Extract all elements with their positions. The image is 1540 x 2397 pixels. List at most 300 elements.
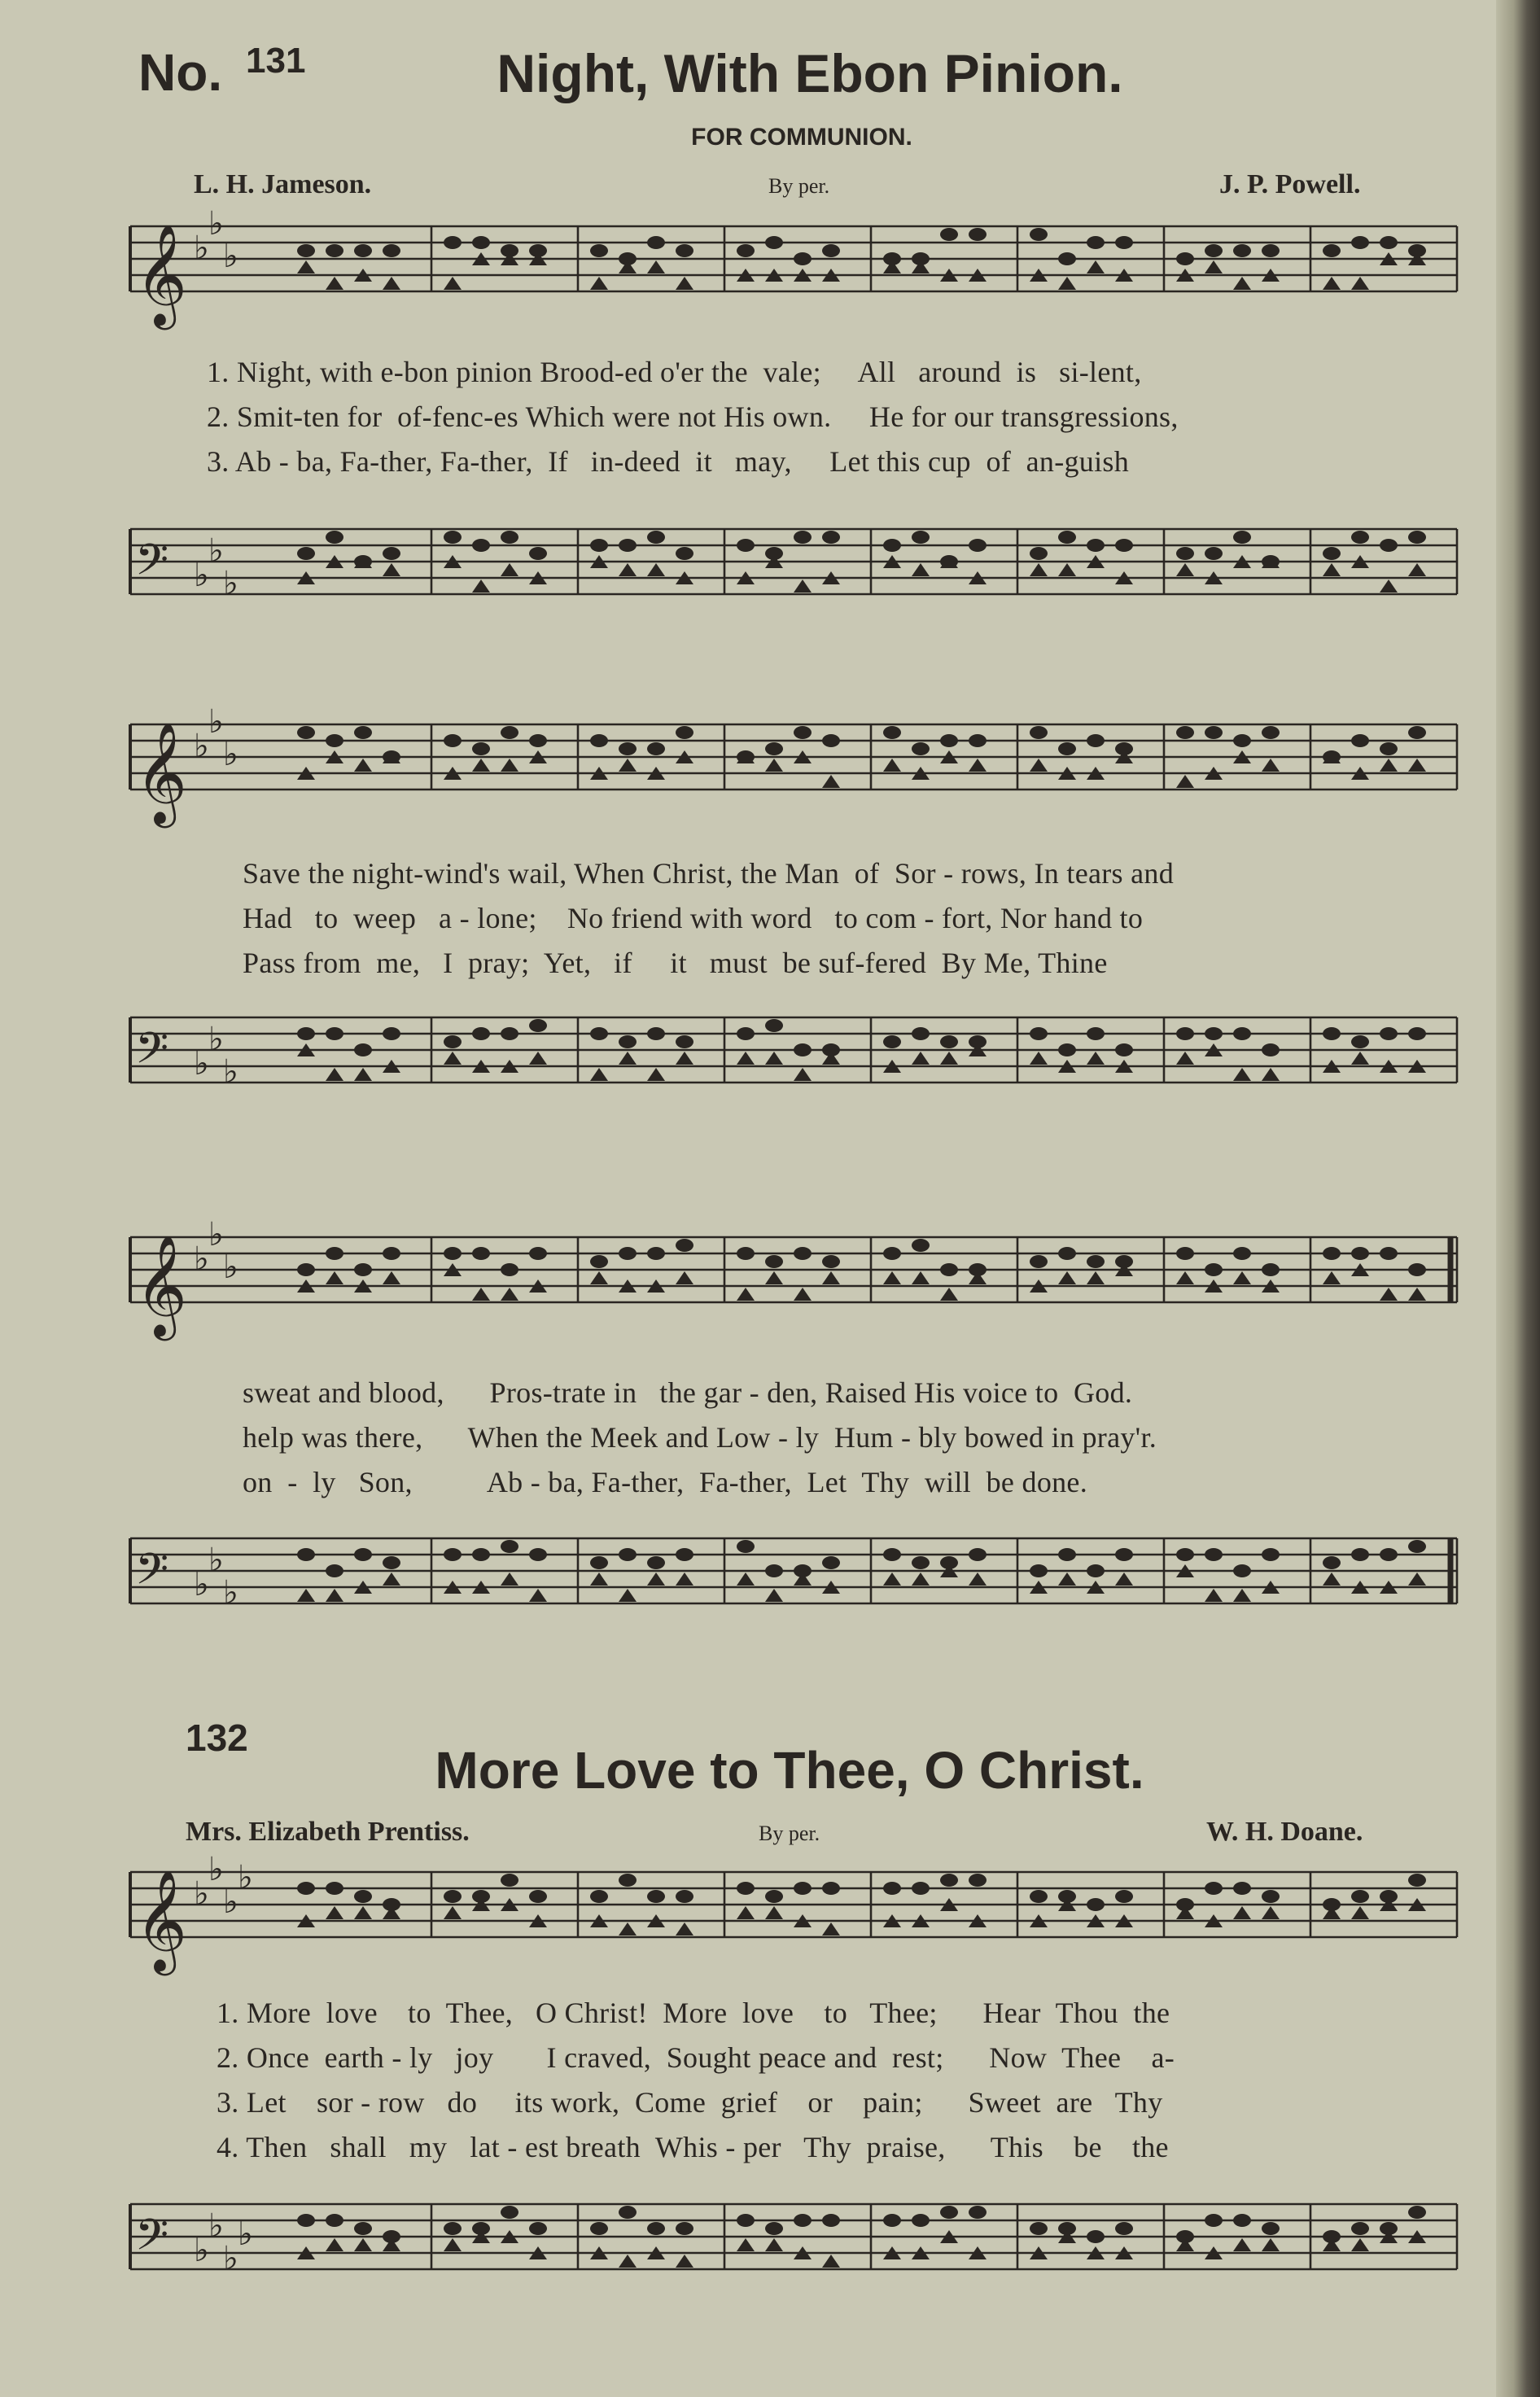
note-head [822,734,840,747]
note-head [297,1263,315,1276]
note-head [1351,734,1369,747]
note-head [326,2238,343,2251]
note-head [1176,563,1194,576]
flat-icon: ♭ [208,1856,224,1888]
note-head [383,563,400,576]
flat-icon: ♭ [208,708,224,741]
note-head [444,1548,462,1561]
note-head [1176,1271,1194,1284]
note-head [501,1572,518,1586]
note-head [765,759,783,772]
note-head [297,547,315,560]
note-head [383,547,400,560]
note-head [676,1052,693,1065]
note-head [472,1027,490,1040]
flat-icon: ♭ [194,230,209,267]
note-head [501,1263,518,1276]
note-head [590,1271,608,1284]
note-head [1323,547,1341,560]
note-head [1205,260,1223,273]
hymn-131-system-3-verse-1: sweat and blood, Pros-trate in the gar - den, Raised His voice to God. [243,1376,1133,1409]
note-head [1262,726,1280,739]
hymn-132-verse-1: 1. More love to Thee, O Christ! More love to Thee; Hear Thou the [217,1997,1170,2029]
note-head [1323,1247,1341,1260]
note-head [1087,2230,1105,2243]
note-head [383,1556,400,1569]
note-head [1205,1027,1223,1040]
note-head [940,734,958,747]
note-head [737,1906,755,1919]
bass-clef-icon: 𝄢 [135,2211,169,2271]
note-head [737,1247,755,1260]
note-head [326,1271,343,1284]
note-head [619,1589,637,1602]
note-head [1323,244,1341,257]
note-head [676,244,693,257]
note-head [676,277,693,290]
note-head [912,1271,930,1284]
note-head [1408,759,1426,772]
note-head [794,1247,812,1260]
note-head [737,244,755,257]
note-head [619,759,637,772]
note-head [383,1247,400,1260]
note-head [1176,1247,1194,1260]
note-head [383,1271,400,1284]
flat-icon: ♭ [208,1021,224,1058]
note-head [1176,1548,1194,1561]
note-head [822,244,840,257]
hymn-132-verse-2: 2. Once earth - ly joy I craved, Sought peace and rest; Now Thee a- [217,2041,1175,2074]
hymn-132-treble-staff [122,1856,1473,2002]
note-head [1030,228,1048,241]
note-head [676,1890,693,1903]
note-head [354,244,372,257]
note-head [676,1035,693,1048]
note-head [1176,547,1194,560]
note-head [794,1288,812,1301]
note-head [647,236,665,249]
note-head [912,1572,930,1586]
note-head [1030,563,1048,576]
note-head [619,1874,637,1887]
note-head [472,1288,490,1301]
hymn-131-system-3-treble-staff [122,1221,1473,1367]
note-head [529,547,547,560]
note-head [590,1068,608,1081]
note-head [794,531,812,544]
note-head [912,563,930,576]
note-head [1205,244,1223,257]
note-head [326,1589,343,1602]
note-head [1408,1288,1426,1301]
note-head [647,1027,665,1040]
note-head [647,1556,665,1569]
flat-icon: ♭ [194,1566,209,1603]
note-head [1351,236,1369,249]
note-head [444,1035,462,1048]
note-head [1087,1027,1105,1040]
note-head [883,2214,901,2227]
note-head [822,1556,840,1569]
note-head [1408,726,1426,739]
note-head [676,2255,693,2268]
note-head [1176,252,1194,265]
treble-clef-icon: 𝄞 [135,722,187,824]
note-head [444,1247,462,1260]
note-head [765,1019,783,1032]
note-head [822,2214,840,2227]
note-head [1408,1263,1426,1276]
note-head [737,1052,755,1065]
note-head [676,1572,693,1586]
note-head [647,1890,665,1903]
note-head [883,1548,901,1561]
note-head [501,563,518,576]
flat-icon: ♭ [194,1240,209,1278]
note-head [326,734,343,747]
hymn-132-author: Mrs. Elizabeth Prentiss. [186,1817,470,1847]
note-head [1351,277,1369,290]
note-head [444,1890,462,1903]
note-head [501,1027,518,1040]
flat-icon: ♭ [208,532,224,570]
note-head [326,1906,343,1919]
note-head [1115,236,1133,249]
flat-icon: ♭ [223,1053,238,1091]
note-head [590,539,608,552]
hymn-132-number: 132 [186,1717,248,1759]
flat-icon: ♭ [223,238,238,275]
flat-icon: ♭ [223,1249,238,1286]
note-head [1351,1052,1369,1065]
bass-clef-icon: 𝄢 [135,536,169,596]
hymn-132-bass-staff [122,2172,1473,2326]
hymn-132-composer: W. H. Doane. [1206,1817,1363,1847]
hymn-131-system-2-verse-2: Had to weep a - lone; No friend with word to com - fort, Nor hand to [243,902,1144,934]
note-head [1323,1572,1341,1586]
note-head [883,1035,901,1048]
note-head [765,2222,783,2235]
page-edge-shadow [1496,0,1540,2397]
note-head [444,277,462,290]
note-head [765,1906,783,1919]
note-head [737,2238,755,2251]
note-head [1030,1052,1048,1065]
note-head [590,2222,608,2235]
note-head [1058,1043,1076,1056]
note-head [529,1019,547,1032]
note-head [1323,277,1341,290]
note-head [1233,1068,1251,1081]
note-head [1058,563,1076,576]
note-head [647,1068,665,1081]
flat-icon: ♭ [194,1875,209,1913]
note-head [444,1052,462,1065]
bass-staff-svg [122,496,1473,635]
note-head [1262,1890,1280,1903]
note-head [1408,1027,1426,1040]
note-head [444,1906,462,1919]
note-head [737,539,755,552]
note-head [590,1890,608,1903]
note-head [1233,1906,1251,1919]
note-head [1262,1043,1280,1056]
note-head [1351,2222,1369,2235]
note-head [1087,260,1105,273]
note-head [1233,1271,1251,1284]
note-head [1408,1874,1426,1887]
note-head [1262,1068,1280,1081]
note-head [1030,726,1048,739]
note-head [472,759,490,772]
note-head [1323,1271,1341,1284]
note-head [529,1890,547,1903]
note-head [912,531,930,544]
note-head [969,734,987,747]
note-head [1351,1906,1369,1919]
note-head [940,1288,958,1301]
note-head [619,1922,637,1936]
hymn-131-system-2-verse-3: Pass from me, I pray; Yet, if it must be suf-fered By Me, Thine [243,947,1108,979]
note-head [529,1052,547,1065]
note-head [1408,531,1426,544]
note-head [1115,539,1133,552]
hymn-131-system-3-verse-3: on - ly Son, Ab - ba, Fa-ther, Fa-ther, Let Thy will be done. [243,1466,1087,1498]
note-head [326,244,343,257]
note-head [1115,1043,1133,1056]
hymn-131-system-3-bass-staff [122,1506,1473,1652]
note-head [590,734,608,747]
note-head [765,2238,783,2251]
note-head [1087,734,1105,747]
note-head [1058,1271,1076,1284]
note-head [1115,2222,1133,2235]
note-head [529,1589,547,1602]
note-head [472,742,490,755]
note-head [297,2214,315,2227]
note-head [1205,1882,1223,1895]
note-head [1380,759,1398,772]
note-head [794,2214,812,2227]
note-head [1262,2222,1280,2235]
note-head [1205,1548,1223,1561]
note-head [326,1247,343,1260]
hymn-131-title: Night, With Ebon Pinion. [497,43,1123,103]
note-head [794,1882,812,1895]
note-head [1380,1247,1398,1260]
note-head [501,759,518,772]
note-head [676,2222,693,2235]
note-head [354,1548,372,1561]
note-head [354,1043,372,1056]
note-head [590,1556,608,1569]
note-head [1351,2238,1369,2251]
flat-icon: ♭ [194,557,209,594]
note-head [940,1874,958,1887]
note-head [1233,1564,1251,1577]
note-head [969,759,987,772]
note-head [1205,726,1223,739]
note-head [354,1068,372,1081]
note-head [1351,1035,1369,1048]
note-head [590,244,608,257]
note-head [1087,236,1105,249]
hymn-132-title: More Love to Thee, O Christ. [435,1741,1144,1800]
note-head [383,1572,400,1586]
flat-icon: ♭ [208,1542,224,1579]
note-head [1205,1263,1223,1276]
note-head [1176,1027,1194,1040]
note-head [647,2222,665,2235]
note-head [647,1572,665,1586]
treble-clef-icon: 𝄞 [135,224,187,326]
note-head [1087,539,1105,552]
note-head [472,1247,490,1260]
note-head [1058,277,1076,290]
note-head [1087,1052,1105,1065]
note-head [1351,531,1369,544]
note-head [326,1068,343,1081]
hymn-131-system-1-verse-1: 1. Night, with e-bon pinion Brood-ed o'er the vale; All around is si-lent, [207,356,1142,388]
flat-icon: ♭ [223,736,238,773]
note-head [1058,1548,1076,1561]
note-head [883,759,901,772]
note-head [1323,1556,1341,1569]
note-head [912,2214,930,2227]
note-head [1087,1271,1105,1284]
note-head [822,775,840,788]
note-head [1058,1247,1076,1260]
note-head [647,531,665,544]
note-head [794,252,812,265]
flat-icon: ♭ [208,1221,224,1253]
note-head [1380,1548,1398,1561]
note-head [297,1589,315,1602]
note-head [765,1271,783,1284]
flat-icon: ♭ [223,1574,238,1612]
note-head [1380,1288,1398,1301]
treble-clef-icon: 𝄞 [135,1870,187,1971]
hymn-132-permission: By per. [759,1822,820,1845]
note-head [1058,252,1076,265]
note-head [822,1255,840,1268]
note-head [1408,1540,1426,1553]
note-head [765,1589,783,1602]
note-head [529,734,547,747]
note-head [883,726,901,739]
note-head [590,277,608,290]
hymn-131-system-2-treble-staff [122,708,1473,855]
hymn-131-system-1-verse-3: 3. Ab - ba, Fa-ther, Fa-ther, If in-deed it may, Let this cup of an-guish [207,445,1130,478]
note-head [1233,1589,1251,1602]
note-head [765,236,783,249]
note-head [1205,2214,1223,2227]
note-head [1233,1247,1251,1260]
note-head [501,1288,518,1301]
note-head [883,1882,901,1895]
note-head [619,742,637,755]
bass-clef-icon: 𝄢 [135,1545,169,1605]
note-head [912,1052,930,1065]
note-head [822,531,840,544]
note-head [501,726,518,739]
note-head [354,2238,372,2251]
note-head [444,2222,462,2235]
note-head [326,2214,343,2227]
note-head [1233,2238,1251,2251]
note-head [1176,726,1194,739]
note-head [676,726,693,739]
note-head [1030,1890,1048,1903]
note-head [1408,563,1426,576]
note-head [883,1572,901,1586]
note-head [444,531,462,544]
note-head [444,734,462,747]
hymn-131-permission: By per. [768,174,830,198]
note-head [912,1239,930,1252]
note-head [297,260,315,273]
flat-icon: ♭ [208,2207,224,2245]
flat-icon: ♭ [223,2240,238,2277]
note-head [794,726,812,739]
flat-icon: ♭ [223,1883,238,1921]
note-head [619,1052,637,1065]
note-head [1176,775,1194,788]
note-head [1233,277,1251,290]
flat-icon: ♭ [194,1045,209,1083]
note-head [472,580,490,593]
note-head [590,1027,608,1040]
note-head [1351,1890,1369,1903]
note-head [940,2206,958,2219]
note-head [472,539,490,552]
note-head [822,2255,840,2268]
note-head [969,2206,987,2219]
note-head [354,1263,372,1276]
note-head [1030,1255,1048,1268]
note-head [1058,1572,1076,1586]
hymn-131-number: 131 [246,41,306,81]
note-head [529,1548,547,1561]
note-head [1233,531,1251,544]
note-head [354,759,372,772]
note-head [1233,1027,1251,1040]
hymn-131-system-2-bass-staff [122,985,1473,1131]
note-head [501,1874,518,1887]
hymn-131-system-1-treble-staff [122,210,1473,365]
note-head [1233,244,1251,257]
note-head [969,228,987,241]
note-head [1205,1589,1223,1602]
note-head [765,1052,783,1065]
note-head [883,1271,901,1284]
note-head [326,1027,343,1040]
hymn-132-verse-3: 3. Let sor - row do its work, Come grief or pain; Sweet are Thy [217,2086,1163,2119]
note-head [676,1239,693,1252]
note-head [619,539,637,552]
note-head [1233,734,1251,747]
note-head [1087,1255,1105,1268]
note-head [737,1540,755,1553]
note-head [794,580,812,593]
note-head [1233,2214,1251,2227]
note-head [1262,1906,1280,1919]
note-head [1087,1898,1105,1911]
note-head [940,228,958,241]
note-head [912,742,930,755]
treble-clef-icon: 𝄞 [135,1235,187,1336]
